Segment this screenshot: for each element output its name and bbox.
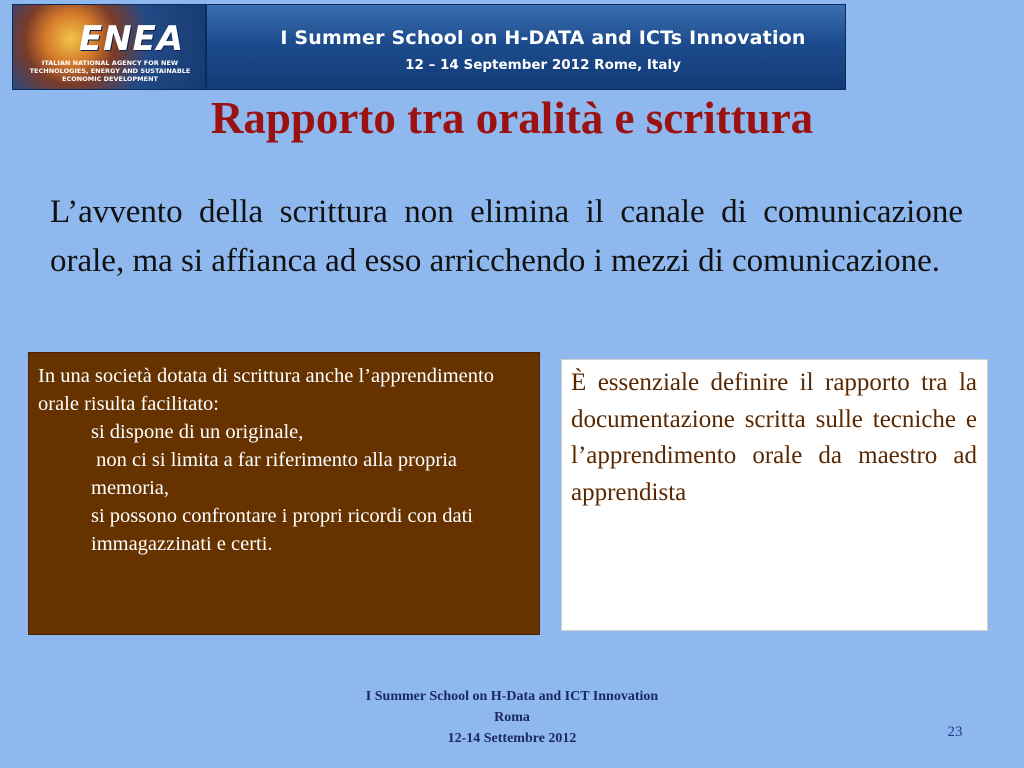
banner-date: 12 – 14 September 2012 Rome, Italy bbox=[405, 57, 681, 73]
logo-subtitle: ITALIAN NATIONAL AGENCY FOR NEW TECHNOLOGIES, ENERGY AND SUSTAINABLE ECONOMIC DEVELOPMENT bbox=[29, 59, 191, 83]
intro-paragraph: L’avvento della scrittura non elimina il canale di comunicazione orale, ma si affianca ad esso arricchendo i mezzi di comunicazione. bbox=[50, 194, 963, 279]
logo-text: ENEA bbox=[79, 19, 185, 59]
page-number: 23 bbox=[947, 724, 963, 740]
header-banner bbox=[12, 4, 846, 90]
brown-box-point: si possono confrontare i propri ricordi con dati immagazzinati e certi. bbox=[91, 505, 474, 555]
footer-line: I Summer School on H-Data and ICT Innovation bbox=[365, 689, 659, 704]
footer bbox=[262, 686, 762, 749]
brown-box-lead: In una società dotata di scrittura anche l’apprendimento orale risulta facilitato: bbox=[38, 365, 494, 415]
brown-box-point: si dispone di un originale, bbox=[91, 421, 304, 443]
banner-title: I Summer School on H-DATA and ICTs Innovation bbox=[280, 27, 806, 49]
brown-box-content bbox=[38, 362, 532, 558]
footer-line: 12-14 Settembre 2012 bbox=[447, 731, 577, 746]
white-box-text: È essenziale definire il rapporto tra la documentazione scritta sulle tecniche e l’apprendimento orale da maestro ad apprendista bbox=[571, 369, 977, 506]
enea-logo bbox=[13, 5, 207, 89]
brown-box-point: non ci si limita a far riferimento alla propria memoria, bbox=[91, 449, 463, 499]
footer-line: Roma bbox=[494, 710, 530, 725]
slide-title: Rapporto tra oralità e scrittura bbox=[210, 93, 814, 143]
